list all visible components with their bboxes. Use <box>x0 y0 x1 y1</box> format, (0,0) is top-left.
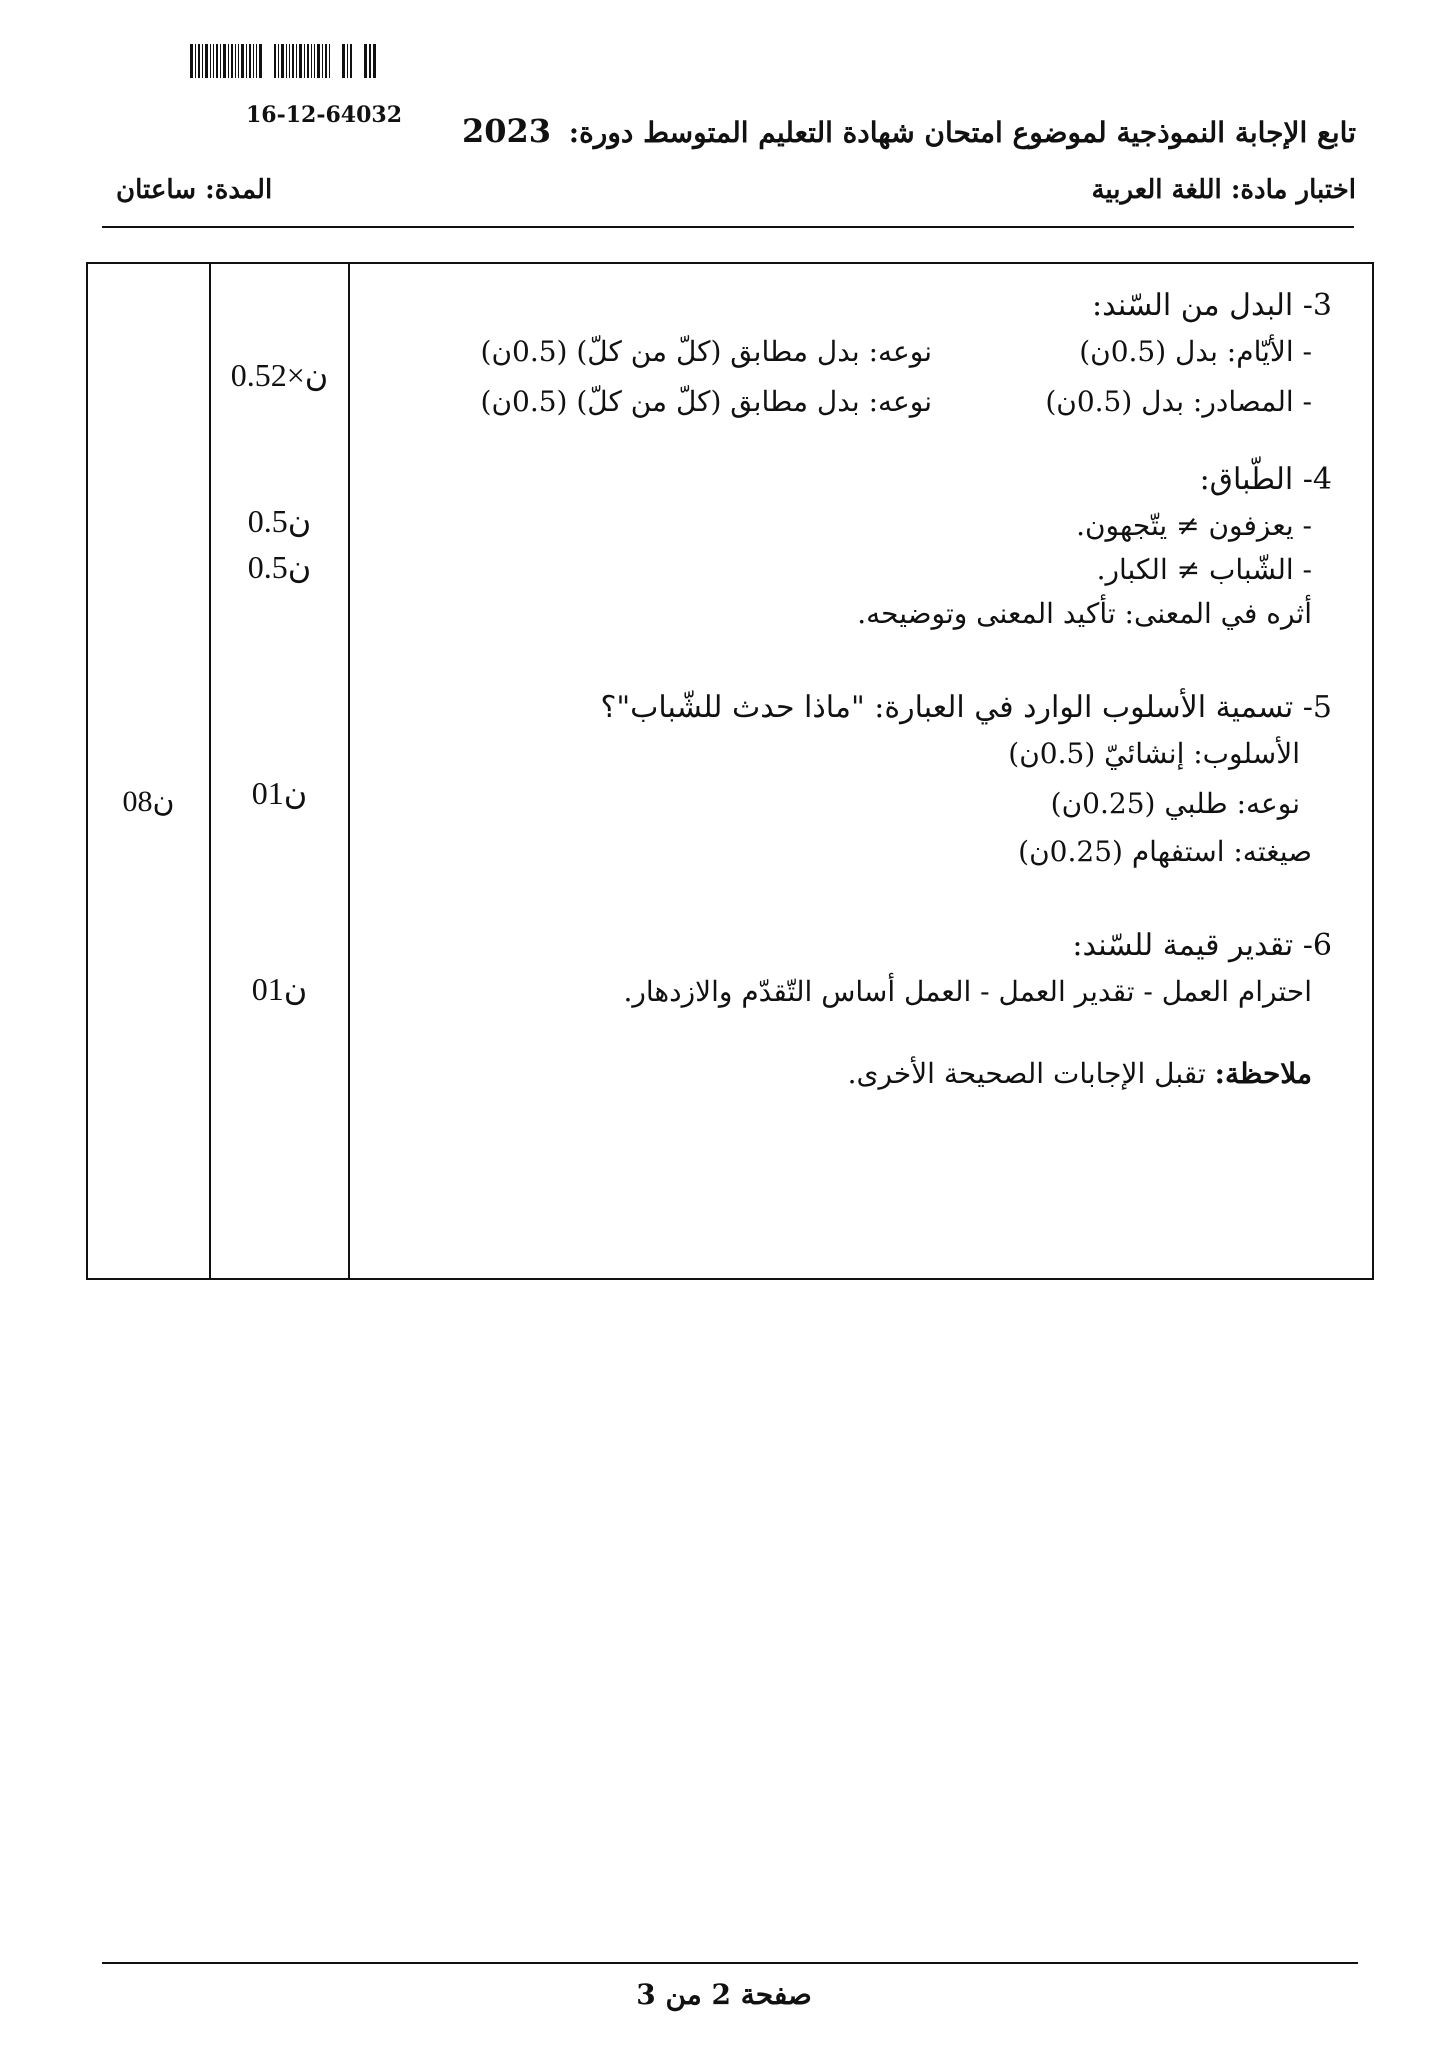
score-q5: 01ن <box>251 775 308 811</box>
q3-item: - المصادر: بدل (0.5ن) <box>1045 385 1312 418</box>
q5-line: نوعه: طلبي (0.25ن) <box>1050 787 1300 820</box>
note-text: تقبل الإجابات الصحيحة الأخرى. <box>847 1057 1215 1090</box>
q4-heading: 4- الطّباق: <box>1199 462 1332 497</box>
footer-divider <box>102 1962 1358 1964</box>
header-divider <box>102 226 1354 228</box>
page-title <box>462 112 1356 150</box>
score-q6: 01ن <box>251 971 308 1007</box>
q4-item: - يعزفون ≠ يتّجهون. <box>1076 509 1312 542</box>
answer-table <box>86 262 1374 1280</box>
note-label: ملاحظة: <box>1214 1057 1312 1090</box>
q4-effect: أثره في المعنى: تأكيد المعنى وتوضيحه. <box>857 597 1312 630</box>
q5-line: الأسلوب: إنشائيّ (0.5ن) <box>1008 737 1300 770</box>
score-q4-a: 0.5ن <box>247 503 312 539</box>
title-text: تابع الإجابة النموذجية لموضوع امتحان شهادة التعليم المتوسط دورة: <box>568 116 1356 149</box>
q3-heading: 3- البدل من السّند: <box>1092 288 1332 323</box>
q5-line: صيغته: استفهام (0.25ن) <box>1018 835 1312 868</box>
note <box>848 1056 1312 1092</box>
exam-duration: المدة: ساعتان <box>116 175 273 205</box>
q5-heading: 5- تسمية الأسلوب الوارد في العبارة: "ماذا حدث للشّباب"؟ <box>600 690 1332 725</box>
q6-heading: 6- تقدير قيمة للسّند: <box>1072 928 1332 963</box>
q3-type: نوعه: بدل مطابق (كلّ من كلّ) (0.5ن) <box>480 335 932 368</box>
score-q3: 0.5ن×2 <box>230 357 329 393</box>
exam-code: 16-12-64032 <box>246 102 403 128</box>
exam-subject: اختبار مادة: اللغة العربية <box>1091 175 1356 205</box>
exam-year: 2023 <box>461 112 552 150</box>
q3-item: - الأيّام: بدل (0.5ن) <box>1079 335 1312 368</box>
score-q4-b: 0.5ن <box>247 549 312 585</box>
score-column <box>211 264 348 1278</box>
q3-type: نوعه: بدل مطابق (كلّ من كلّ) (0.5ن) <box>480 385 932 418</box>
q6-line: احترام العمل - تقدير العمل - العمل أساس التّقدّم والازدهار. <box>623 975 1312 1008</box>
q4-item: - الشّباب ≠ الكبار. <box>1096 553 1312 586</box>
answer-content <box>350 264 1372 1278</box>
total-score: 08ن <box>122 785 175 818</box>
page-number: صفحة 2 من 3 <box>636 1978 812 2011</box>
barcode <box>190 44 378 78</box>
